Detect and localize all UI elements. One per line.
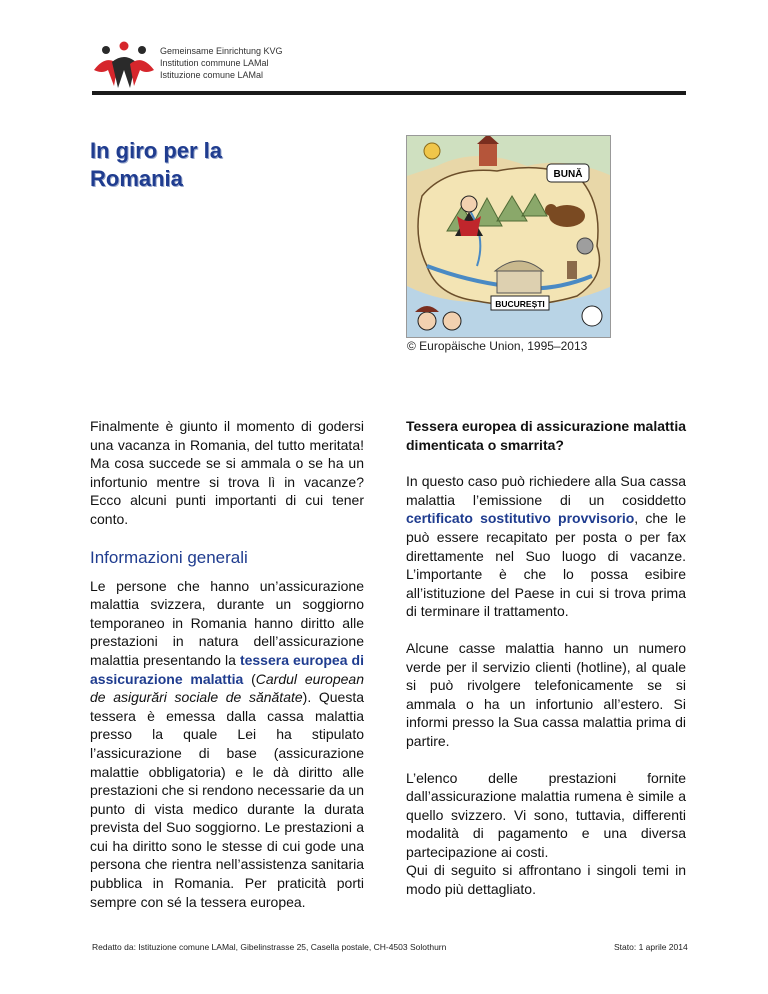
right-column (406, 417, 686, 917)
page-title (90, 137, 350, 193)
footer-author: Redatto da: Istituzione comune LAMal, Gibelinstrasse 25, Casella postale, CH-4503 Solothurn (92, 942, 447, 952)
org-line-it: Istituzione comune LAMal (160, 70, 264, 80)
footer-date: Stato: 1 aprile 2014 (614, 942, 688, 952)
image-caption: © Europäische Union, 1995–2013 (407, 339, 588, 353)
header-divider (92, 91, 686, 95)
title-line-1: In giro per la (90, 138, 223, 163)
general-info-text-2: ( (243, 670, 256, 687)
title-line-2: Romania (90, 166, 183, 191)
details-paragraph: Qui di seguito si affrontano i singoli temi in modo più dettagliato. (406, 862, 686, 898)
subheading-lost-card: Tessera europea di assicurazione malattia dimenticata o smarrita? (406, 418, 686, 453)
romania-illustrated-map (406, 135, 611, 338)
benefits-paragraph: L’elenco delle prestazioni fornite dall’assicurazione malattia rumena è simile a quello svizzero. Vi sono, tuttavia, differenti modalità di pagamento e una diversa partecipazione ai costi. (406, 769, 686, 860)
section-heading-general-info: Informazioni generali (90, 547, 248, 567)
general-info-text-3: ). Questa tessera è emessa dalla cassa malattia presso la quale Lei ha stipulato l’assicurazione di base (assicurazione malattie obbligatoria) e le dà diritto alle prestazioni che si rendono necessarie da un punto di vista medico durante la durata prevista del Suo soggiorno. Le prestazioni a cui ha diritto sono le stesse di cui gode una persona che rientra nell’assistenza sanitaria pubblica in Romania. Per praticità porti sempre con sé la tessera europea. (90, 689, 364, 910)
lost-card-text-1: In questo caso può richiedere alla Sua cassa malattia l’emissione di un cosiddetto (406, 473, 686, 508)
provisional-certificate-link[interactable]: certificato sostitutivo provvisorio (406, 510, 635, 527)
lost-card-text-2: , che le può essere recapitato per posta o per fax direttamente nel Suo luogo di vacanze. L’importante è che lo possa esibire all’istituzione del Paese in cui si trova prima di terminare il trattamento. (406, 510, 686, 620)
org-line-de: Gemeinsame Einrichtung KVG (160, 46, 283, 56)
institution-logo-icon (92, 40, 156, 90)
ehic-romanian-name: Cardul european de asigurări sociale de sănătate (90, 670, 364, 706)
left-column (90, 417, 364, 929)
map-greeting-label: BUNĂ (553, 169, 583, 180)
general-info-paragraph (90, 577, 364, 912)
organization-name (160, 45, 283, 81)
intro-paragraph: Finalmente è giunto il momento di godersi una vacanza in Romania, del tutto meritata! Ma cosa succede se si ammala o se ha un infortunio mentre si trova lì in vacanze? Ecco alcuni punti importanti di cui tener conto. (90, 418, 364, 527)
general-info-text-1: Le persone che hanno un’assicurazione malattia svizzera, durante un soggiorno temporaneo in Romania hanno diritto alle prestazioni in natura dell’assicurazione malattia presentando la (90, 577, 364, 668)
org-line-fr: Institution commune LAMal (160, 58, 269, 68)
ehic-link[interactable]: tessera europea di assicurazione malattia (90, 651, 364, 687)
lost-card-paragraph (406, 472, 686, 621)
hotline-paragraph: Alcune casse malattia hanno un numero verde per il servizio clienti (hotline), al quale si può rivolgere telefonicamente se si ammala o ha un infortunio all’estero. Si informi presso la Sua cassa malattia prima di partire. (406, 639, 686, 749)
map-city-label: BUCUREȘTI (495, 299, 545, 309)
